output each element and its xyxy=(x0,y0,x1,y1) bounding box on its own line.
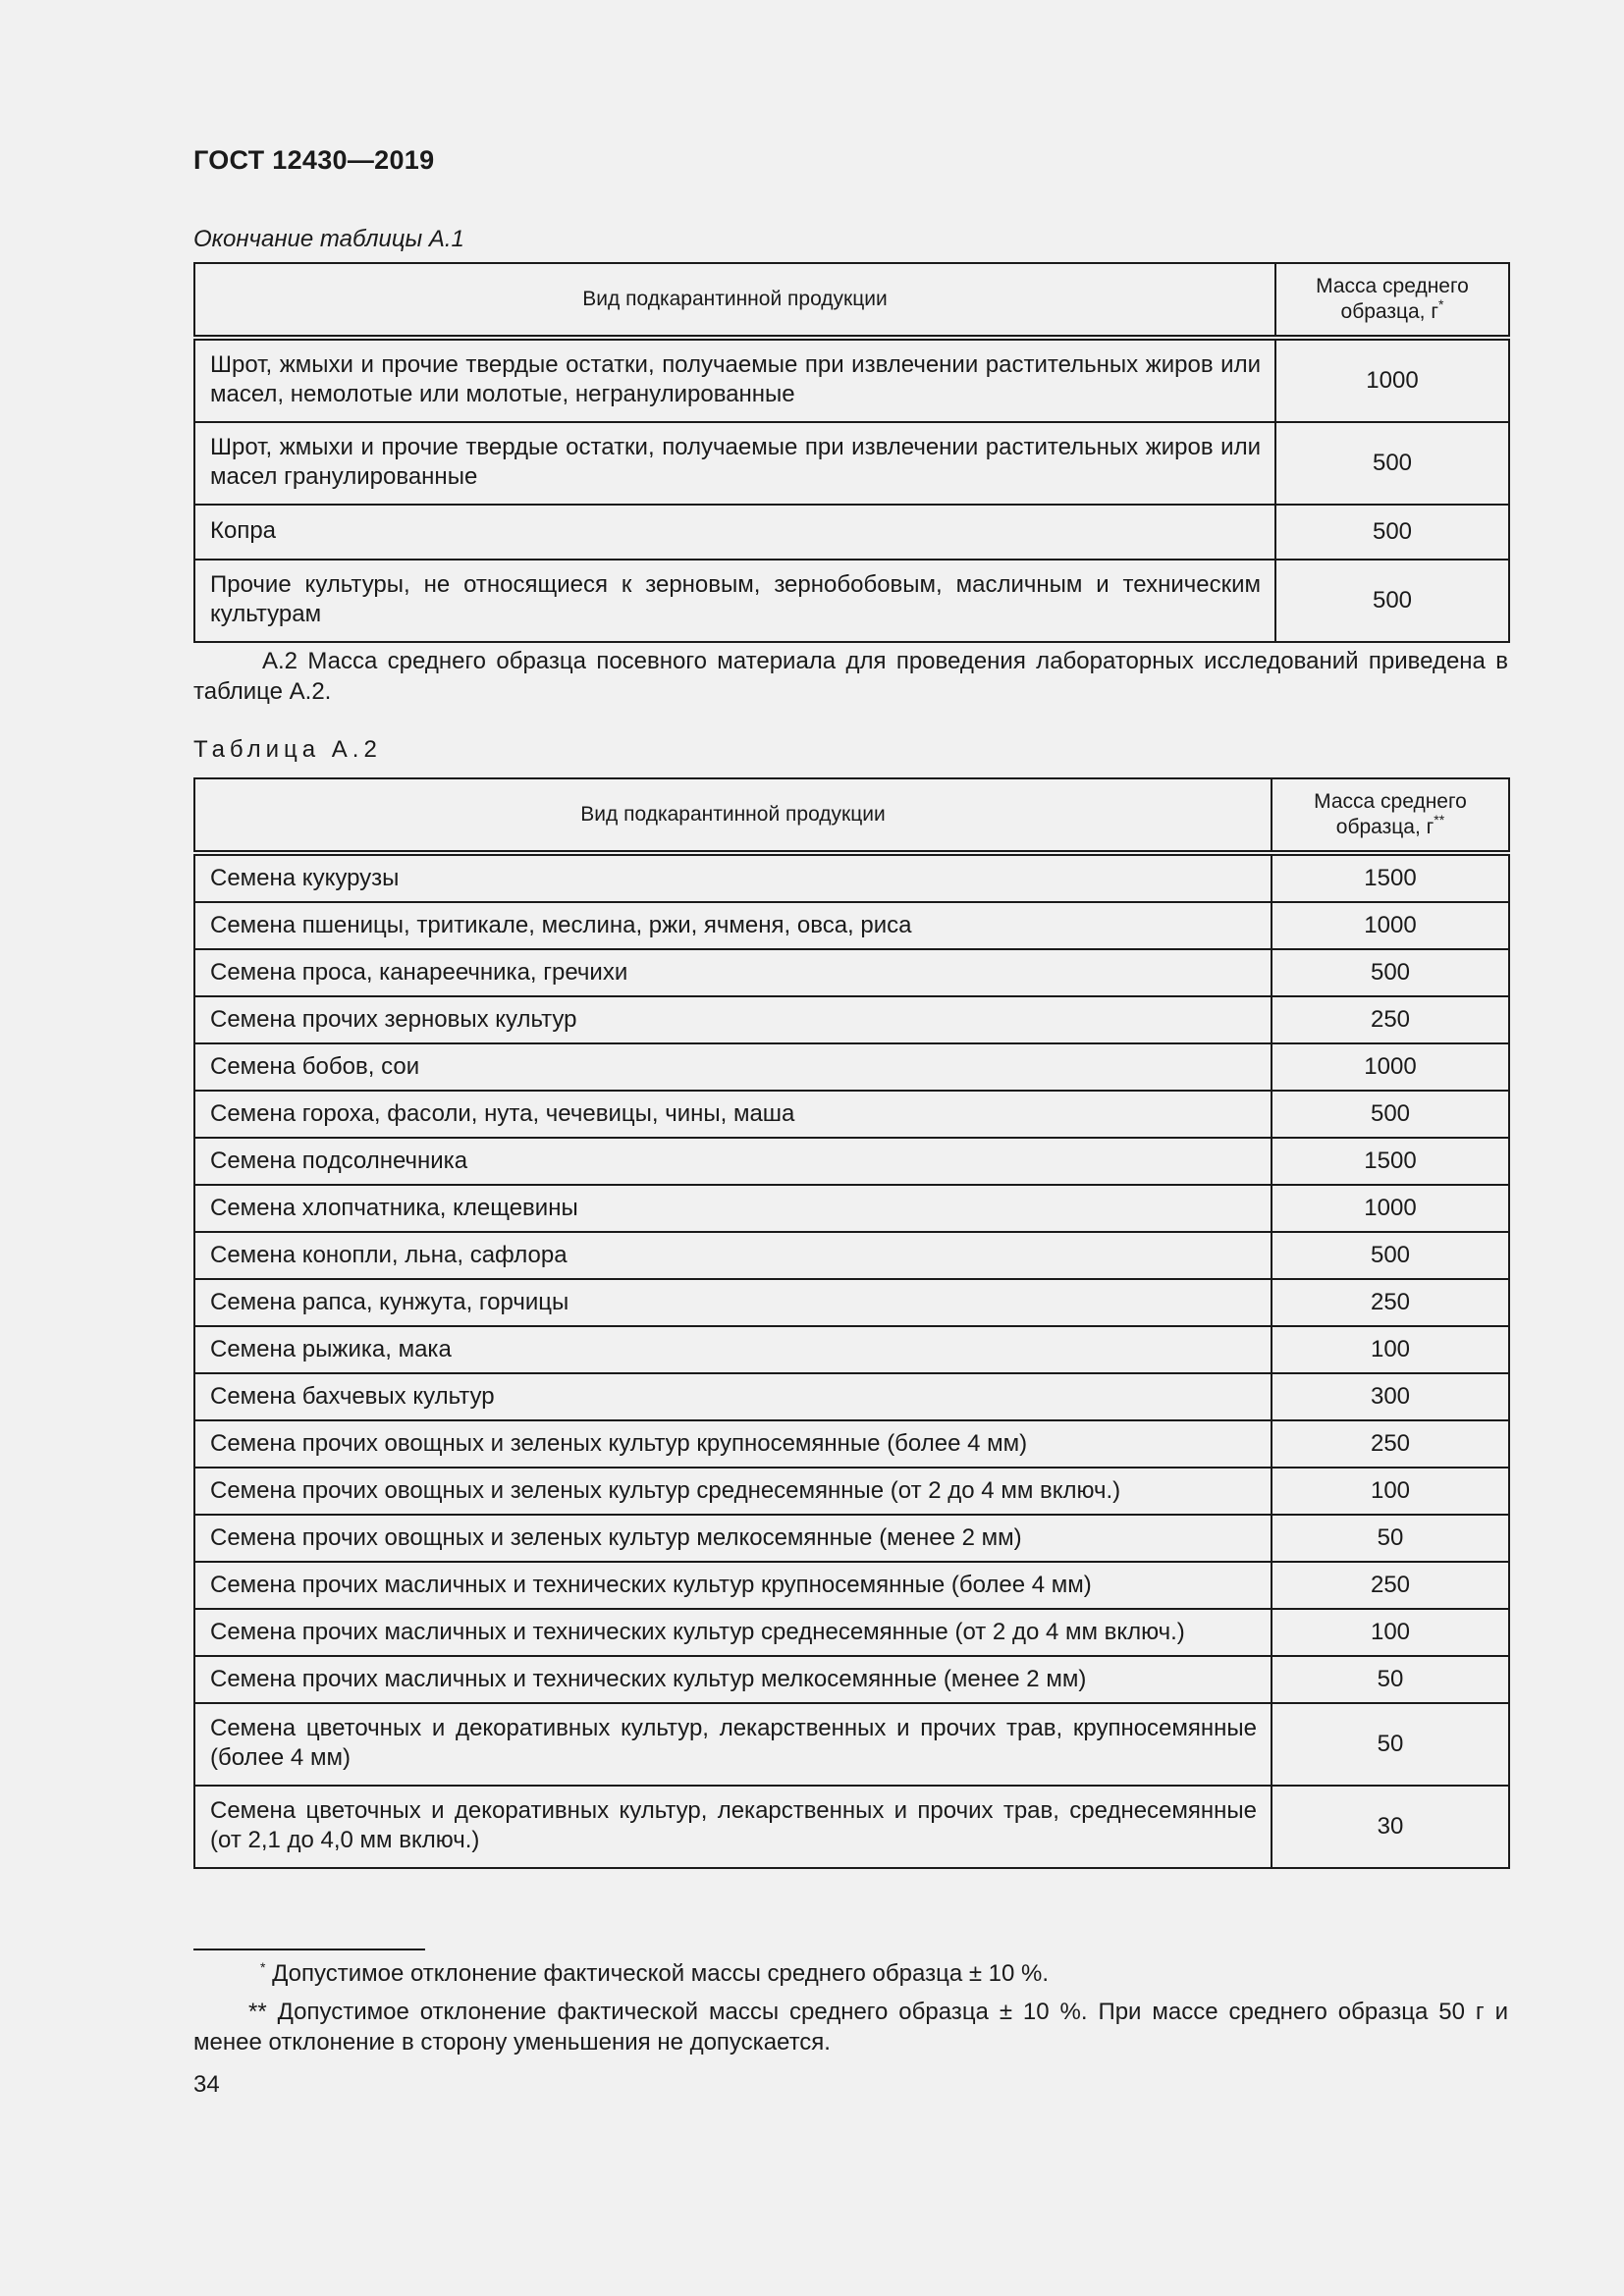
table2-caption: Таблица А.2 xyxy=(193,736,382,763)
footnote-2 xyxy=(193,1997,1508,2057)
row-name: Семена гороха, фасоли, нута, чечевицы, чины, маша xyxy=(194,1091,1272,1138)
table-row xyxy=(194,1373,1509,1420)
table-2 xyxy=(193,777,1510,1869)
table-row xyxy=(194,1656,1509,1703)
footnote-ref: * xyxy=(1438,296,1444,312)
row-name: Семена бахчевых культур xyxy=(194,1373,1272,1420)
table-row xyxy=(194,949,1509,996)
table-1 xyxy=(193,262,1510,643)
row-value: 50 xyxy=(1272,1656,1509,1703)
row-value: 250 xyxy=(1272,1420,1509,1468)
row-name: Семена проса, канареечника, гречихи xyxy=(194,949,1272,996)
table-row xyxy=(194,1043,1509,1091)
row-name: Семена прочих овощных и зеленых культур крупносемянные (более 4 мм) xyxy=(194,1420,1272,1468)
row-value: 250 xyxy=(1272,1279,1509,1326)
row-value: 1500 xyxy=(1272,1138,1509,1185)
row-name: Семена прочих масличных и технических культур мелкосемянные (менее 2 мм) xyxy=(194,1656,1272,1703)
table-row xyxy=(194,1185,1509,1232)
row-name: Семена бобов, сои xyxy=(194,1043,1272,1091)
row-name: Семена прочих зерновых культур xyxy=(194,996,1272,1043)
row-name: Семена цветочных и декоративных культур, лекарственных и прочих трав, среднесемянные (от 2,1 до 4,0 мм включ.) xyxy=(194,1786,1272,1868)
table-row xyxy=(194,996,1509,1043)
row-value: 100 xyxy=(1272,1609,1509,1656)
table-row xyxy=(194,1091,1509,1138)
row-value: 1000 xyxy=(1275,338,1509,422)
footnote-ref: ** xyxy=(1434,812,1445,828)
footnote-mark: ** xyxy=(248,1999,267,2025)
row-value: 1000 xyxy=(1272,1185,1509,1232)
row-name: Прочие культуры, не относящиеся к зерновым, зернобобовым, масличным и техническим культурам xyxy=(194,560,1275,642)
row-name: Шрот, жмыхи и прочие твердые остатки, получаемые при извлечении растительных жиров или масел, немолотые или молотые, негранулированные xyxy=(194,338,1275,422)
table2-col1-header: Вид подкарантинной продукции xyxy=(194,778,1272,853)
table-row xyxy=(194,422,1509,505)
row-name: Семена прочих масличных и технических культур среднесемянные (от 2 до 4 мм включ.) xyxy=(194,1609,1272,1656)
table-row xyxy=(194,1138,1509,1185)
row-value: 250 xyxy=(1272,1562,1509,1609)
row-value: 500 xyxy=(1275,422,1509,505)
row-name: Семена кукурузы xyxy=(194,853,1272,902)
table-row xyxy=(194,1609,1509,1656)
row-value: 100 xyxy=(1272,1468,1509,1515)
row-name: Семена конопли, льна, сафлора xyxy=(194,1232,1272,1279)
row-value: 1000 xyxy=(1272,1043,1509,1091)
footnote-text: Допустимое отклонение фактической массы среднего образца ± 10 %. При массе среднего образца 50 г и менее отклонение в сторону уменьшения не допускается. xyxy=(193,1999,1508,2056)
table-row xyxy=(194,1703,1509,1786)
table-row xyxy=(194,560,1509,642)
row-value: 1500 xyxy=(1272,853,1509,902)
footnote-1 xyxy=(193,1958,1508,1989)
row-value: 250 xyxy=(1272,996,1509,1043)
table-row xyxy=(194,1562,1509,1609)
row-value: 500 xyxy=(1272,1091,1509,1138)
row-value: 500 xyxy=(1272,1232,1509,1279)
row-value: 50 xyxy=(1272,1703,1509,1786)
table-row xyxy=(194,1515,1509,1562)
row-name: Семена прочих овощных и зеленых культур среднесемянные (от 2 до 4 мм включ.) xyxy=(194,1468,1272,1515)
row-name: Семена цветочных и декоративных культур, лекарственных и прочих трав, крупносемянные (более 4 мм) xyxy=(194,1703,1272,1786)
row-value: 1000 xyxy=(1272,902,1509,949)
row-name: Копра xyxy=(194,505,1275,560)
table-row xyxy=(194,338,1509,422)
footnote-divider xyxy=(193,1949,425,1950)
section-paragraph: А.2 Масса среднего образца посевного материала для проведения лабораторных исследований приведена в таблице А.2. xyxy=(193,648,1508,705)
table-row xyxy=(194,505,1509,560)
table1-caption: Окончание таблицы А.1 xyxy=(193,226,464,252)
row-name: Семена рапса, кунжута, горчицы xyxy=(194,1279,1272,1326)
row-name: Семена рыжика, мака xyxy=(194,1326,1272,1373)
row-value: 300 xyxy=(1272,1373,1509,1420)
table-row xyxy=(194,853,1509,902)
row-value: 50 xyxy=(1272,1515,1509,1562)
table2-col2-header: Масса среднего образца, г** xyxy=(1272,778,1509,853)
row-name: Семена подсолнечника xyxy=(194,1138,1272,1185)
table-row xyxy=(194,902,1509,949)
table-row xyxy=(194,1786,1509,1868)
row-name: Семена пшеницы, тритикале, меслина, ржи, ячменя, овса, риса xyxy=(194,902,1272,949)
table-row xyxy=(194,1279,1509,1326)
row-name: Семена прочих масличных и технических культур крупносемянные (более 4 мм) xyxy=(194,1562,1272,1609)
row-value: 500 xyxy=(1275,560,1509,642)
row-name: Семена хлопчатника, клещевины xyxy=(194,1185,1272,1232)
table-row xyxy=(194,1326,1509,1373)
table-row xyxy=(194,1232,1509,1279)
document-header: ГОСТ 12430—2019 xyxy=(193,145,435,175)
table-row xyxy=(194,1468,1509,1515)
footnote-mark: * xyxy=(260,1959,266,1975)
row-name: Семена прочих овощных и зеленых культур мелкосемянные (менее 2 мм) xyxy=(194,1515,1272,1562)
row-name: Шрот, жмыхи и прочие твердые остатки, получаемые при извлечении растительных жиров или масел гранулированные xyxy=(194,422,1275,505)
row-value: 30 xyxy=(1272,1786,1509,1868)
row-value: 100 xyxy=(1272,1326,1509,1373)
table-row xyxy=(194,1420,1509,1468)
footnote-text: Допустимое отклонение фактической массы среднего образца ± 10 %. xyxy=(272,1960,1050,1987)
table1-col2-header: Масса среднего образца, г* xyxy=(1275,263,1509,338)
row-value: 500 xyxy=(1272,949,1509,996)
page-number: 34 xyxy=(193,2071,220,2098)
row-value: 500 xyxy=(1275,505,1509,560)
table1-col1-header: Вид подкарантинной продукции xyxy=(194,263,1275,338)
